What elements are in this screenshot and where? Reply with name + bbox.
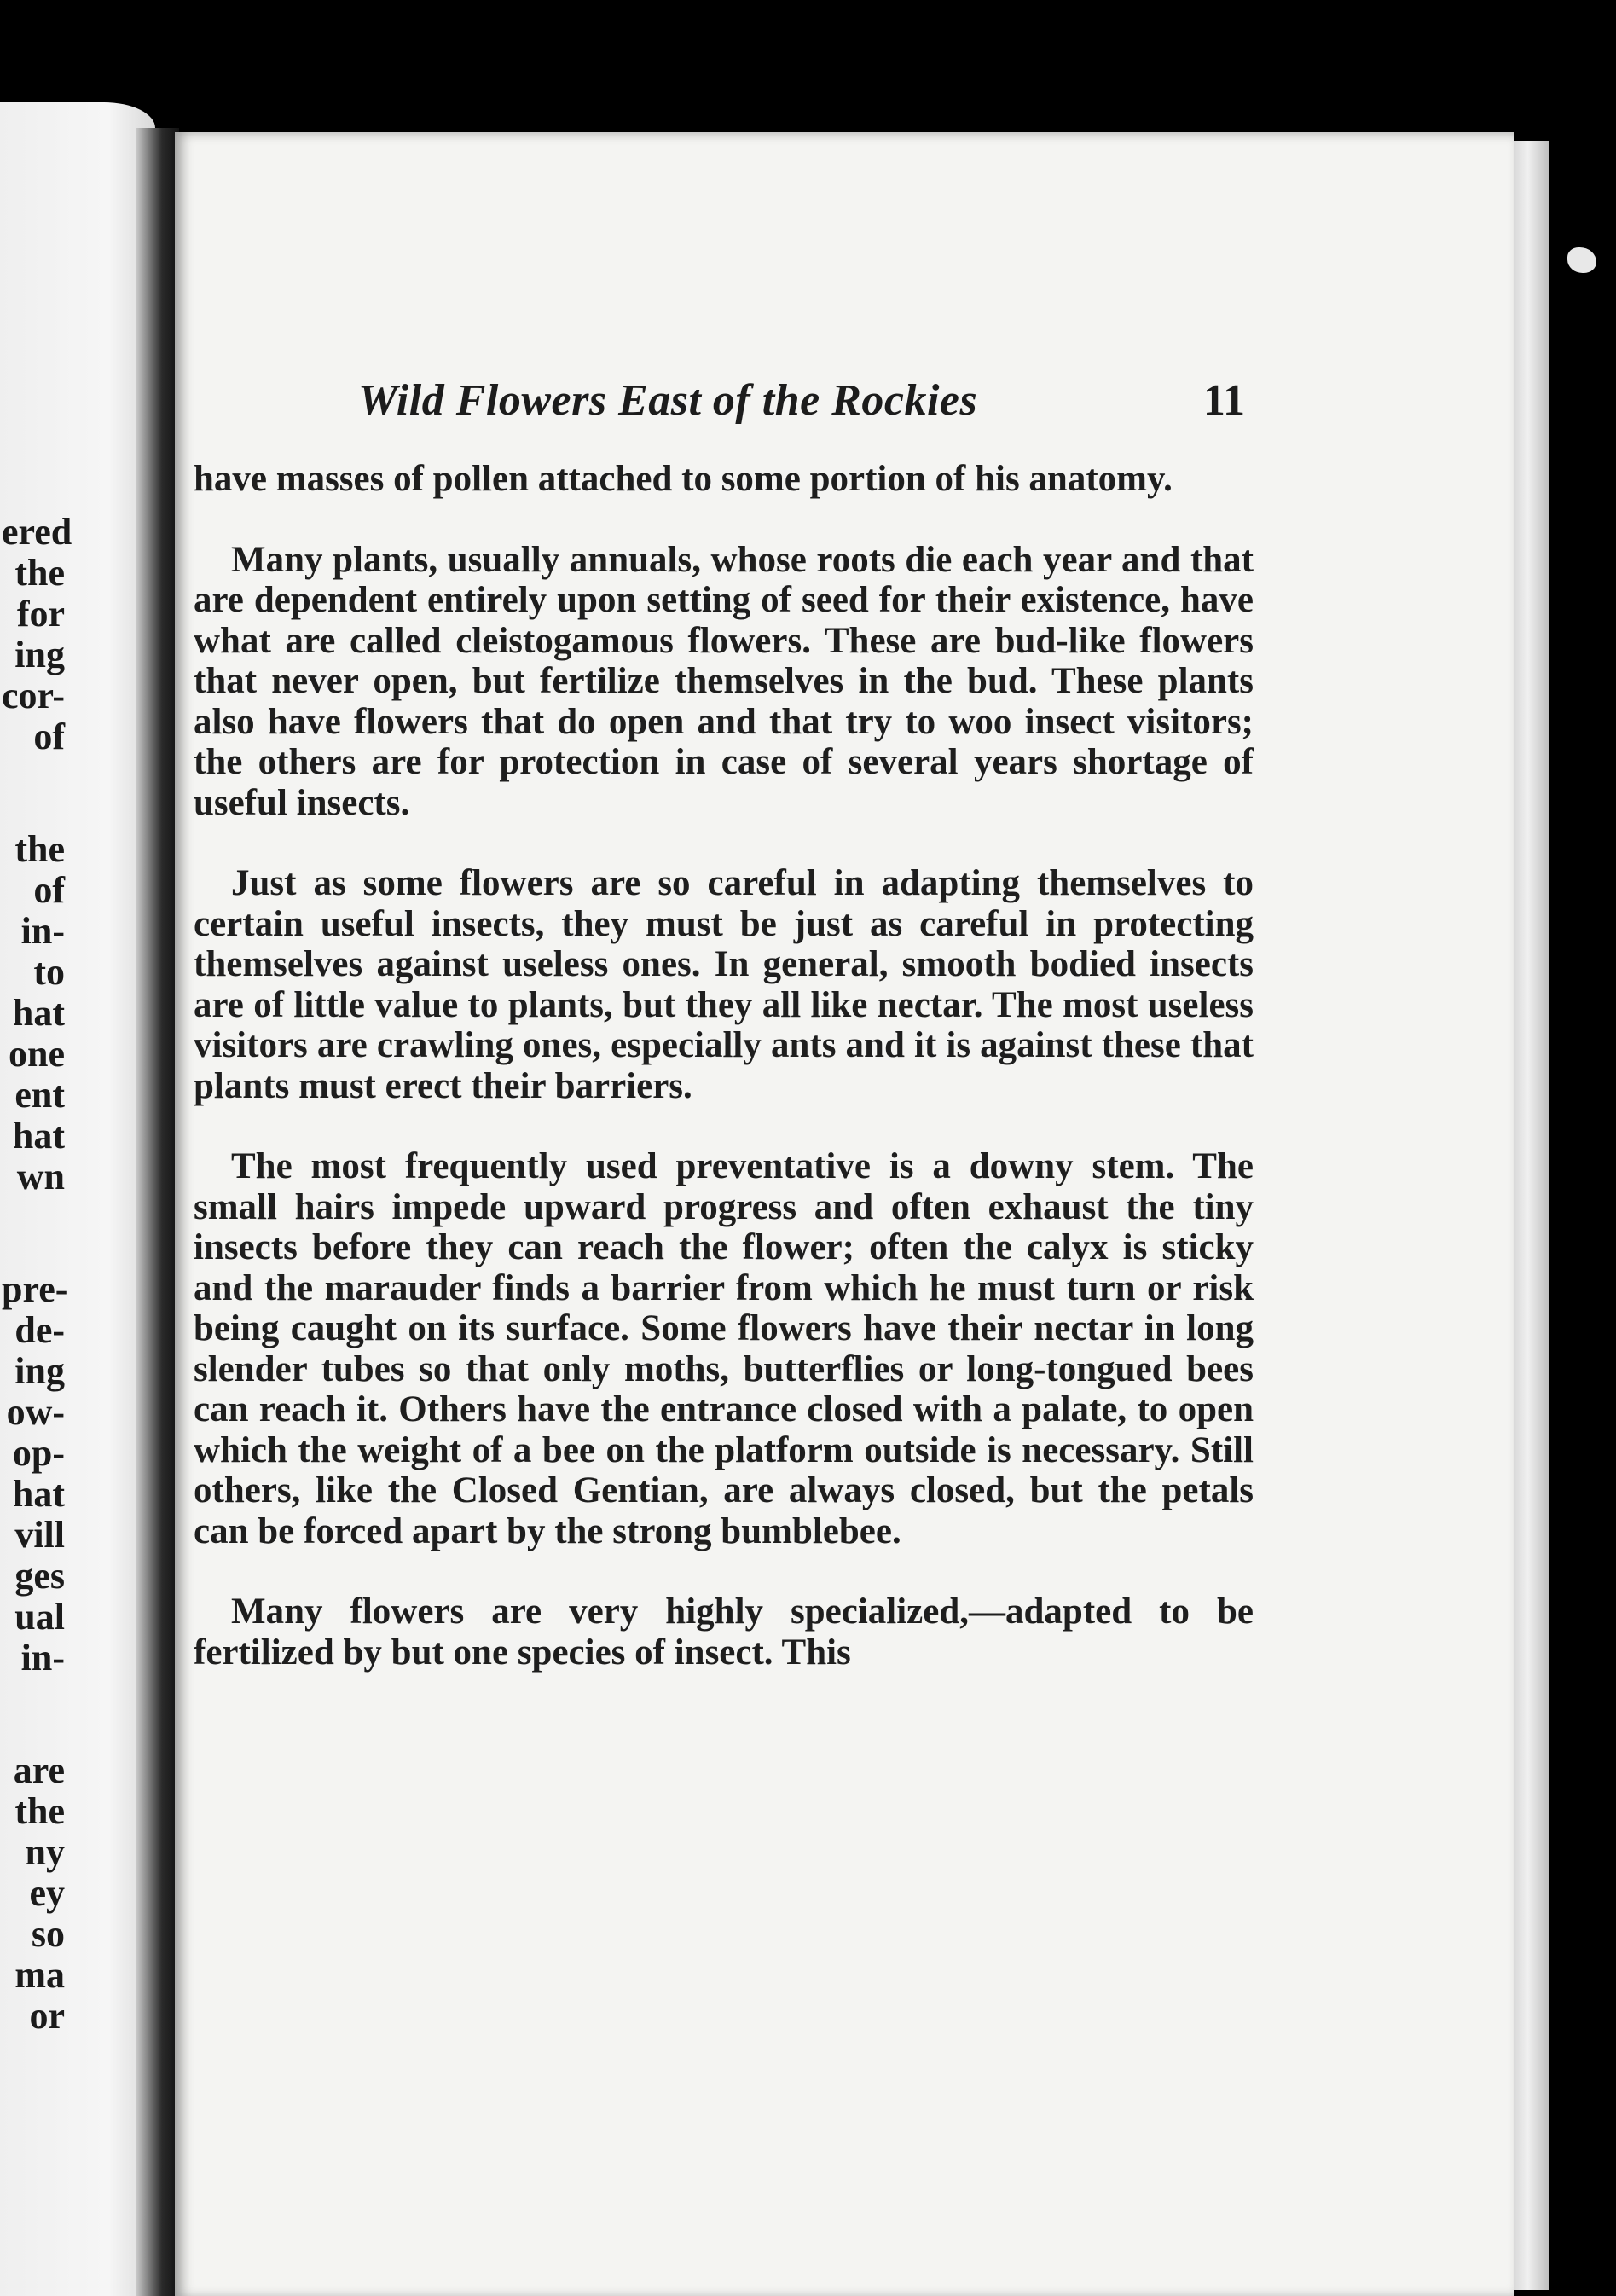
fragment-line: one: [9, 1033, 65, 1075]
fragment-line: hat: [12, 992, 65, 1034]
fragment-line: hat: [12, 1473, 65, 1515]
fragment-line: of: [33, 869, 65, 911]
fragment-line: in-: [20, 1637, 65, 1679]
fragment-line: or: [29, 1995, 65, 2037]
fragment-line: cor-: [2, 675, 66, 716]
fragment-line: ing: [14, 634, 65, 675]
paragraph: Many flowers are very highly specialized,—adapted to be fertilized by but one species of insect. This: [194, 1592, 1254, 1673]
page-fore-edge: [1514, 141, 1549, 2290]
paragraph: have masses of pollen attached to some portion of his anatomy.: [194, 459, 1173, 499]
fragment-gap: [2, 1197, 155, 1269]
fragment-line: ent: [14, 1074, 65, 1116]
fragment-line: ma: [14, 1954, 65, 1996]
fragment-line: pre-: [2, 1268, 68, 1310]
page-body: [194, 459, 1254, 1713]
fragment-line: ing: [14, 1350, 65, 1392]
fragment-line: ges: [14, 1555, 65, 1597]
fragment-line: ey: [29, 1872, 65, 1914]
fragment-line: so: [31, 1913, 65, 1955]
fragment-line: the: [14, 1790, 65, 1832]
fragment-line: op-: [12, 1432, 65, 1474]
paragraph: The most frequently used preventative is a downy stem. The small hairs impede upward progress and often exhaust the tiny insects before they can reach the flower; often the calyx is sticky and the marauder finds a barrier from which he must turn or risk being caught on its surface. Some flowers have their nectar in long slender tubes so that only moths, butterflies or long-tongued bees can reach it. Others have the entrance closed with a palate, to open which the weight of a bee on the platform outside is necessary. Still others, like the Closed Gentian, are always closed, but the petals can be forced apart by the strong bumblebee.: [194, 1146, 1254, 1551]
page-number: 11: [1202, 376, 1245, 425]
book-gutter-shadow: [136, 128, 179, 2296]
previous-page-edge: [0, 102, 155, 2296]
scan-speck: [1567, 247, 1596, 273]
fragment-line: hat: [12, 1115, 65, 1157]
fragment-line: the: [14, 828, 65, 870]
fragment-line: ered: [2, 511, 72, 553]
fragment-line: are: [13, 1749, 65, 1791]
fragment-line: of: [33, 716, 65, 757]
fragment-line: vill: [14, 1514, 65, 1556]
fragment-line: the: [14, 552, 65, 594]
fragment-line: in-: [20, 910, 65, 952]
fragment-line: de-: [14, 1309, 65, 1351]
fragment-line: ny: [25, 1831, 65, 1873]
previous-page-line-fragments: [2, 512, 155, 2037]
fragment-line: to: [33, 951, 65, 993]
running-head-title: Wild Flowers East of the Rockies: [358, 376, 978, 425]
paragraph: Many plants, usually annuals, whose roots die each year and that are dependent entirely upon setting of seed for their existence, have what are called cleistogamous flowers. These are bud-like flowers that never open, but fertilize themselves in the bud. These plants also have flowers that do open and that try to woo insect visitors; the others are for protection in case of several years shortage of useful insects.: [194, 539, 1254, 823]
paragraph: Just as some flowers are so careful in adapting themselves to certain useful insects, they must be just as careful in protecting themselves against useless ones. In general, smooth bodied insects are of little value to plants, but they all like nectar. The most useless visitors are crawling ones, especially ants and it is against these that plants must erect their barriers.: [194, 863, 1254, 1106]
fragment-line: ual: [14, 1596, 65, 1638]
fragment-line: for: [16, 593, 65, 635]
fragment-line: wn: [16, 1156, 65, 1197]
running-head: [188, 375, 1245, 435]
fragment-gap: [2, 757, 155, 829]
fragment-gap: [2, 1679, 155, 1750]
fragment-line: ow-: [6, 1391, 65, 1433]
